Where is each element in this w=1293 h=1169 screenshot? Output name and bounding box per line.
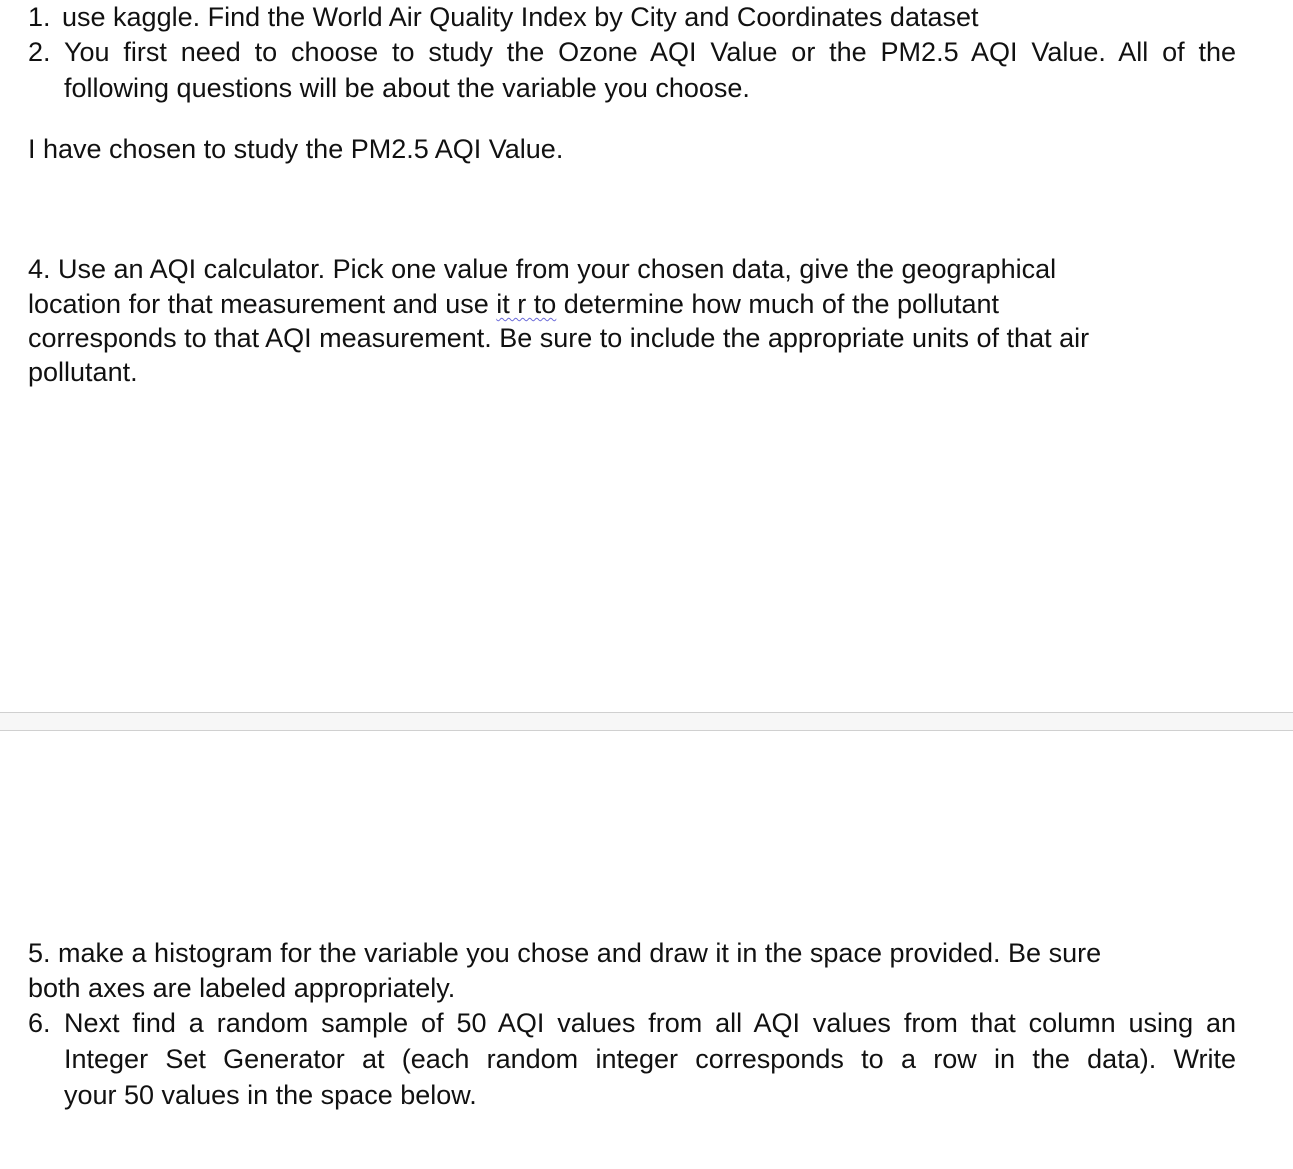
question-5-line: both axes are labeled appropriately. [28, 973, 456, 1003]
document-page-2 [0, 731, 1293, 1169]
question-4-line [28, 287, 999, 321]
list-item-number: 1. [28, 2, 51, 32]
answer-paragraph: I have chosen to study the PM2.5 AQI Value. [28, 134, 564, 164]
list-item-text-line: Integer Set Generator at (each random integer corresponds to a row in the data). Write [64, 1044, 1236, 1074]
question-4-text: location for that measurement and use [28, 289, 497, 319]
spellcheck-flagged-text[interactable]: it r to [496, 289, 557, 319]
list-item-text-line: You first need to choose to study the Ozone AQI Value or the PM2.5 AQI Value. All of the [64, 37, 1236, 67]
list-item-text: use kaggle. Find the World Air Quality Index by City and Coordinates dataset [62, 2, 979, 32]
question-5-line: 5. make a histogram for the variable you chose and draw it in the space provided. Be sure [28, 938, 1102, 968]
list-item-text-line: Next find a random sample of 50 AQI values from all AQI values from that column using an [64, 1008, 1236, 1038]
list-item-number: 6. [28, 1008, 51, 1038]
question-4-text: determine how much of the pollutant [556, 289, 1000, 319]
page-break [0, 712, 1293, 731]
list-item-text-line: following questions will be about the variable you choose. [64, 73, 750, 103]
question-4-line: pollutant. [28, 357, 138, 387]
list-item-number: 2. [28, 37, 51, 67]
list-item-text-line: your 50 values in the space below. [64, 1080, 477, 1110]
question-4-line: 4. Use an AQI calculator. Pick one value from your chosen data, give the geographical [28, 254, 1057, 284]
question-4-line: corresponds to that AQI measurement. Be sure to include the appropriate units of that air [28, 323, 1090, 353]
